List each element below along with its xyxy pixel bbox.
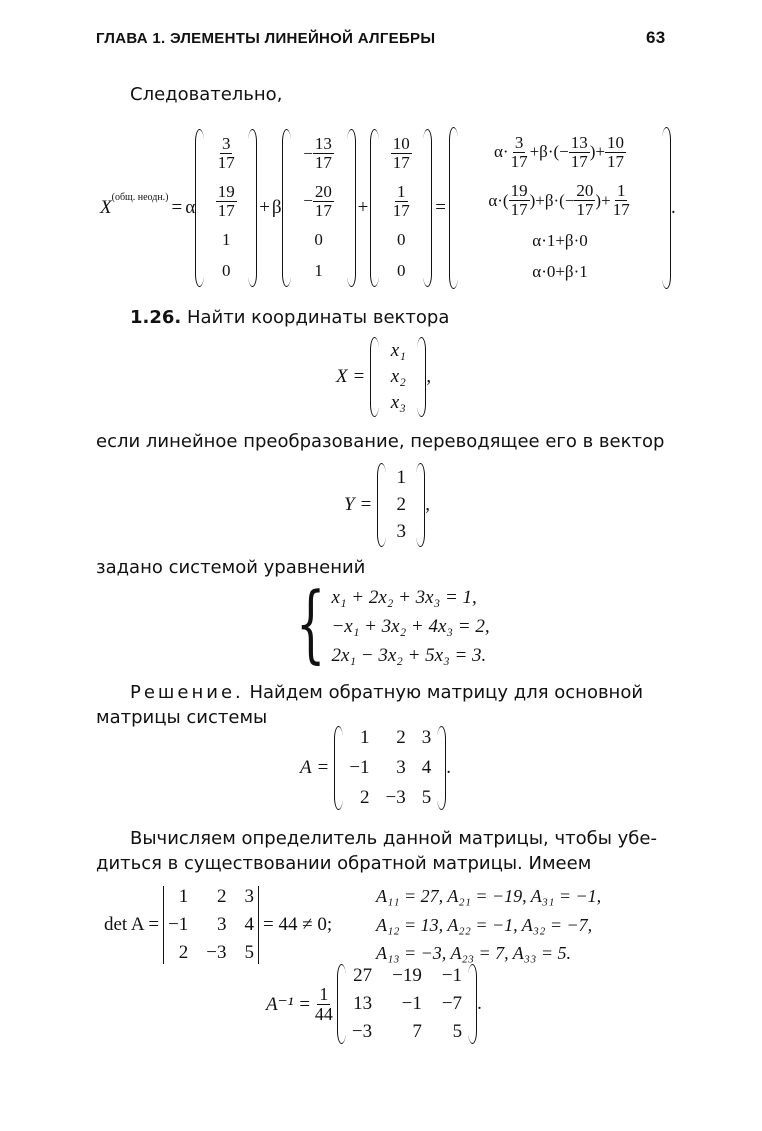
result-row-2: α· ( $\frac{19}{17}$ ) +β· (− $\frac{20}{17}$ ) + $\frac{1}{17}$ <box>488 181 630 220</box>
cofactor-row-3: A₁₃ = −3, A₂₃ = 7, A₃₃ = 5. <box>376 943 571 963</box>
cofactor-row-2: A₁₂ = 13, A₂₂ = −1, A₃₂ = −7, <box>376 914 593 935</box>
equation-system: { x₁ + 2x₂ + 3x₃ = 1, −x₁ + 3x₂ + 4x₃ = 2, 2x₁ − 3x₂ + 5x₃ = 3. <box>296 574 490 672</box>
inverse-matrix: A⁻¹ = $\frac{1}{44}$ 27 −19 −1 13 −1 −7 −3 7 5 . <box>266 965 482 1042</box>
det-result: = 44 ≠ 0; <box>263 914 333 935</box>
solution-line-3: Вычисляем определитель данной матрицы, чтобы убе- <box>130 828 657 849</box>
solution-line-2: матрицы системы <box>96 707 268 728</box>
inv-label: A⁻¹ = <box>266 993 311 1015</box>
cofactor-row-1: A₁₁ = 27, A₂₁ = −19, A₃₁ = −1, <box>376 886 602 906</box>
matrix-a: A = 1 2 3 −1 3 4 2 −3 5 . <box>300 727 452 808</box>
result-vector <box>458 128 662 288</box>
determinant <box>104 885 332 965</box>
inv-cells: 27 −19 −1 13 −1 −7 −3 7 5 <box>351 965 463 1042</box>
equation-3: 2x₁ − 3x₂ + 5x₃ = 3. <box>331 645 487 666</box>
solution-line-1: Решение. Найдем обратную матрицу для основной <box>130 682 644 703</box>
matrix-a-cells: 1 2 3 −1 3 4 2 −3 5 <box>349 727 432 808</box>
lhs-superscript: (общ. неодн.) <box>111 192 169 203</box>
lhs-x: X <box>100 197 112 218</box>
problem-text-2: если линейное преобразование, переводящее его в вектор <box>96 431 665 452</box>
result-row-1: α· $\frac{3}{17}$ +β· (− $\frac{13}{17}$ ) + $\frac{10}{17}$ <box>494 132 625 171</box>
inv-fraction: $\frac{1}{44}$ <box>314 983 333 1024</box>
problem-statement: 1.26. Найти координаты вектора <box>130 307 450 328</box>
solution-line-4: диться в существовании обратной матрицы. Имеем <box>96 853 592 874</box>
coef-beta: β <box>271 197 282 218</box>
equation-1: x₁ + 2x₂ + 3x₃ = 1, <box>331 587 477 608</box>
v1-frac-2: $\frac{19}{17}$ <box>217 181 235 220</box>
result-row-3: α·1+β·0 <box>532 230 588 250</box>
vector-2: − $\frac{13}{17}$ − $\frac{20}{17}$ 0 1 <box>303 134 332 280</box>
vector-y: Y = 1 2 3 , <box>344 463 430 547</box>
intro-text: Следовательно, <box>130 84 283 105</box>
vector-x: X = x₁ x₂ x₃ , <box>336 337 431 417</box>
cofactors <box>376 886 601 964</box>
problem-number: 1.26. <box>130 307 182 328</box>
vector-1: $\frac{3}{17}$ $\frac{19}{17}$ 1 0 <box>217 134 235 280</box>
chapter-header: ГЛАВА 1. ЭЛЕМЕНТЫ ЛИНЕЙНОЙ АЛГЕБРЫ <box>96 30 436 47</box>
det-cells: 1 2 3 −1 3 4 2 −3 5 <box>168 886 254 963</box>
coef-alpha: α <box>185 197 196 218</box>
solution-label: Решение. <box>130 682 244 703</box>
v1-frac-1: $\frac{3}{17}$ <box>217 134 235 173</box>
general-solution-formula: X $^{(общ. неодн.)}$ = α $\frac{3}{17}$ $\frac{19}{17}$ 1 0 + β − $\frac{13}{17}$ − $\frac{20}{17}$ 0 1 + $\frac{10}{17}$ $\frac{1}{17}$ 0 0 = α· $\frac{3}{17}$ +β· (− $\frac{13}{17}$ ) + $\frac{10}{17}$ α· ( $\frac{19}{17}$ ) +β· (− $\frac{20}{17}$ ) + $\frac{1}{17}$ α·1+β·0 α·0+β·1 . <box>100 126 676 290</box>
problem-text-3: задано системой уравнений <box>96 557 366 578</box>
equation-2: −x₁ + 3x₂ + 4x₃ = 2, <box>331 616 490 637</box>
det-label: det A = <box>104 914 160 935</box>
vector-3: $\frac{10}{17}$ $\frac{1}{17}$ 0 0 <box>392 134 410 280</box>
result-row-4: α·0+β·1 <box>532 262 588 282</box>
page-number: 63 <box>646 28 666 47</box>
